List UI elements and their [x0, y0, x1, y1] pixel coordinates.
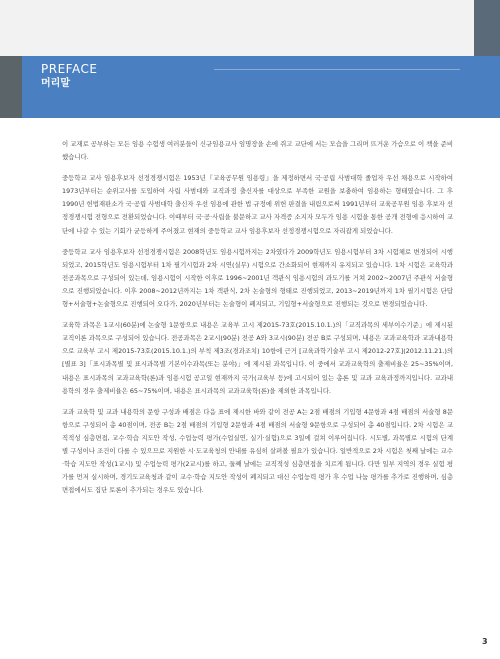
paragraph-5: 교과 교육학 및 교과 내용학의 문항 구성과 배점은 다음 표에 제시한 바와 같이 전공 A는 2점 배점의 기입형 4문항과 4점 배점의 서술형 8문항으로 구성되어 총 40점이며, 전공 B는 2점 배점의 기입형 2문항과 4점 배점의 서술형 9문항으로 구성되어 총 40점입니다. 2차 시험은 교직적성 심층면접, 교수·학습 지도안 작성, 수업능력 평가(수업실연, 실기·실험)으로 3일에 걸쳐 이루어집니다. 시도별, 과목별로 시험의 단계별 구성이나 조건이 다를 수 있으므로 지원한 시·도교육청의 안내를 유심히 살펴볼 필요가 있습니다. 일반적으로 2차 시험은 첫째 날에는 교수·학습 지도안 작성(1교시) 및 수업능력 평가(2교시)를 하고, 둘째 날에는 교직적성 심층면접을 치르게 됩니다. 다만 일부 지역의 경우 실험 평가를 먼저 실시하며, 경기도교육청과 같이 교수·학습 지도안 작성이 폐지되고 대신 수업능력 평가 후 수업 나눔 평가를 추가로 진행하며, 심층면접에서도 집단 토론이 추가되는 경우도 있습니다.	[62, 407, 453, 495]
page-number: 3	[482, 637, 488, 646]
top-band	[0, 0, 500, 56]
paragraph-4: 교육학 과목은 1교시(60분)에 논술형 1문항으로 내용은 교육부 고시 제2015-73호(2015.10.1.)의「교직과목의 세부이수기준」에 제시된 교직이론 과목으로 구성되어 있습니다. 전공과목은 2교시(90분) 전공 A와 3교시(90분) 전공 B로 구성되며, 내용은 교과교육학과 교과내용학으로 교육부 고시 제2015-73호(2015.10.1.)의 부칙 제3조(경과조치) 10항에 근거 [교육과학기술부 고시 제2012-27호](2012.11.21.)의 [별표 3]「표시과목별 및 표시과목별 기본이수과목(또는 분야)」에 제시된 과목입니다. 이 중에서 교과교육학의 출제비율은 25~35%이며, 내용은 표시과목의 교과교육학(론)과 임용시험 공고일 현재까지 국가(교육부 등)에 고시되어 있는 총론 및 교과 교육과정까지입니다. 교과내용학의 경우 출제비율은 65~75%이며, 내용은 표시과목의 교과교육학(론)을 제외한 과목입니다.	[62, 321, 453, 395]
preface-title: PREFACE	[41, 62, 98, 76]
preface-subtitle: 머리말	[41, 78, 70, 89]
paragraph-2: 중등학교 교사 임용후보자 선정경쟁시험은 1953년『교육공무원 임용령』을 제정하면서 국·공립 사범대학 졸업자 우선 채용으로 시작하여 1973년부터는 순위고사를 도입하여 사립 사범대와 교직과정 출신자를 대상으로 부족한 교원을 보충하여 임용하는 형태였습니다. 그 후 1990년 헌법재판소가 국·공립 사범대학 출신자 우선 임용에 관한 법 규정에 위헌 판결을 내림으로써 1991년부터 교육공무원 임용 후보자 선정경쟁시험 전형으로 전환되었습니다. 이때부터 국·공·사립을 불문하고 교사 자격증 소지자 모두가 임용 시험을 통한 공개 전형에 응시하여 교단에 나갈 수 있는 기회가 균등하게 주어졌고 현재의 중등학교 교사 임용후보자 선정경쟁시험으로 자리잡게 되었습니다.	[62, 174, 453, 235]
side-strip	[0, 56, 22, 118]
header-divider	[214, 69, 460, 70]
preface-body	[62, 138, 453, 505]
corner-block	[474, 0, 500, 56]
paragraph-3: 중등학교 교사 임용후보자 선정경쟁시험은 2008학년도 임용시험까지는 2차였다가 2009학년도 임용시험부터 3차 시험체로 변경되어 시행되었고, 2015학년도 임용시험부터 1차 필기시험과 2차 시연(실무) 시험으로 간소화되어 현재까지 유지되고 있습니다. 1차 시험은 교육학과 전공과목으로 구성되어 있는데, 임용시험이 시작한 이후로 1996~2001년 객관식 임용시험의 과도기를 거쳐 2002~2007년 주관식 서술형으로 진행되었습니다. 이후 2008~2012년까지는 1차 객관식, 2차 논술형의 형태로 진행되었고, 2013~2019년까지 1차 필기시험은 단답형+서술형+논술형으로 진행되어 오다가, 2020년부터는 논술형이 폐지되고, 기입형+서술형으로 진행되는 것으로 변경되었습니다.	[62, 247, 453, 309]
paragraph-1: 이 교재로 공부하는 모든 임용 수험생 여러분들이 신규임용교사 임명장을 손에 쥐고 교단에 서는 모습을 그리며 뜨거운 가슴으로 이 책을 준비했습니다.	[62, 140, 453, 162]
